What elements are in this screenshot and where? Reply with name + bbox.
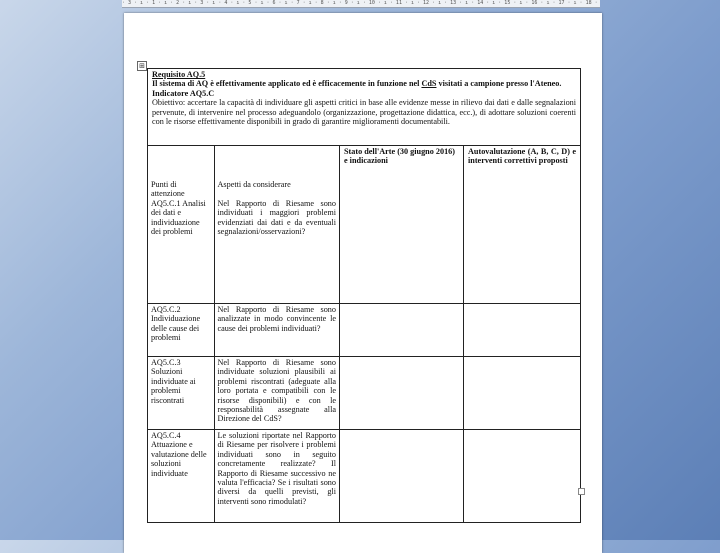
table-resize-handle[interactable] bbox=[578, 488, 585, 495]
state-of-art-cell[interactable] bbox=[340, 357, 464, 430]
row-aq5c1 bbox=[148, 146, 581, 304]
row-aq5c2 bbox=[148, 304, 581, 357]
row-aq5c4 bbox=[148, 430, 581, 523]
attention-point: AQ5.C.2 Individuazione delle cause dei problemi bbox=[148, 304, 214, 356]
indicator-title: Indicatore AQ5.C bbox=[152, 88, 215, 98]
self-evaluation-header: Autovalutazione (A, B, C, D) e interventi correttivi proposti bbox=[464, 146, 581, 304]
aspects-to-consider: Nel Rapporto di Riesame sono analizzate in modo convincente le cause dei problemi individuati? bbox=[217, 305, 336, 333]
self-evaluation-cell[interactable] bbox=[464, 304, 581, 357]
self-evaluation-cell[interactable] bbox=[464, 430, 581, 523]
objective-text: Obiettivo: accertare la capacità di individuare gli aspetti critici in base alle evidenze messe in rilievo dai dati e dalle segnalazioni pervenute, di intervenire nel processo adeguandolo (organizzazione, progettazione didattica, ecc.), di adottare soluzioni coerenti con le risorse effettivamente disponibili in grado di garantire miglioramenti documentabili. bbox=[152, 98, 577, 127]
attention-point: AQ5.C.4 Attuazione e valutazione delle soluzioni individuate bbox=[148, 430, 214, 522]
requirement-cell bbox=[148, 69, 581, 146]
attention-point: Punti di attenzione AQ5.C.1 Analisi dei dati e individuazione dei problemi bbox=[148, 146, 214, 303]
ruler: · 3 · ı · 1 · ı · 2 · ı · 3 · ı · 4 · ı · 5 · ı · 6 · ı · 7 · ı · 8 · ı · 9 · ı · 10 · ı · 11 · ı · 12 · ı · 13 · ı · 14 · ı · 15 · ı · 16 · ı · 17 · ı · 18 · bbox=[122, 0, 600, 8]
state-of-art-cell[interactable] bbox=[340, 430, 464, 523]
requirement-code: Requisito AQ.5 bbox=[152, 70, 206, 79]
requirement-title bbox=[152, 70, 576, 79]
requirement-statement: Il sistema di AQ è effettivamente applicato ed è efficacemente in funzione nel CdS visitati a campione presso l'Ateneo. bbox=[152, 79, 562, 89]
attention-point: AQ5.C.3 Soluzioni individuate ai problemi riscontrati bbox=[148, 357, 214, 429]
aspects-to-consider: Nel Rapporto di Riesame sono individuate soluzioni plausibili ai problemi riscontrati (adeguate alla loro portata e compatibili con le risorse disponibili) e con le responsabilità assegnate alla Direzione del CdS? bbox=[217, 358, 336, 424]
requirements-table bbox=[147, 68, 581, 523]
requirement-row bbox=[148, 69, 581, 146]
aspects-to-consider: Aspetti da considerare Nel Rapporto di Riesame sono individuati i maggiori problemi evidenziati dai dati e da eventuali segnalazioni/osservazioni? bbox=[217, 180, 336, 237]
row-aq5c3 bbox=[148, 357, 581, 430]
self-evaluation-cell[interactable] bbox=[464, 357, 581, 430]
aspects-to-consider: Le soluzioni riportate nel Rapporto di Riesame per risolvere i problemi individuati sono in seguito concretamente realizzate? Il Rapporto di Riesame successivo ne valuta l'efficacia? Se i risultati sono diversi da quelli previsti, gli interventi sono rimodulati? bbox=[217, 431, 336, 506]
table-move-handle-icon[interactable]: ⊞ bbox=[137, 61, 147, 71]
state-of-art-cell[interactable] bbox=[340, 304, 464, 357]
state-of-art-header: Stato dell'Arte (30 giugno 2016) e indicazioni bbox=[340, 146, 464, 304]
